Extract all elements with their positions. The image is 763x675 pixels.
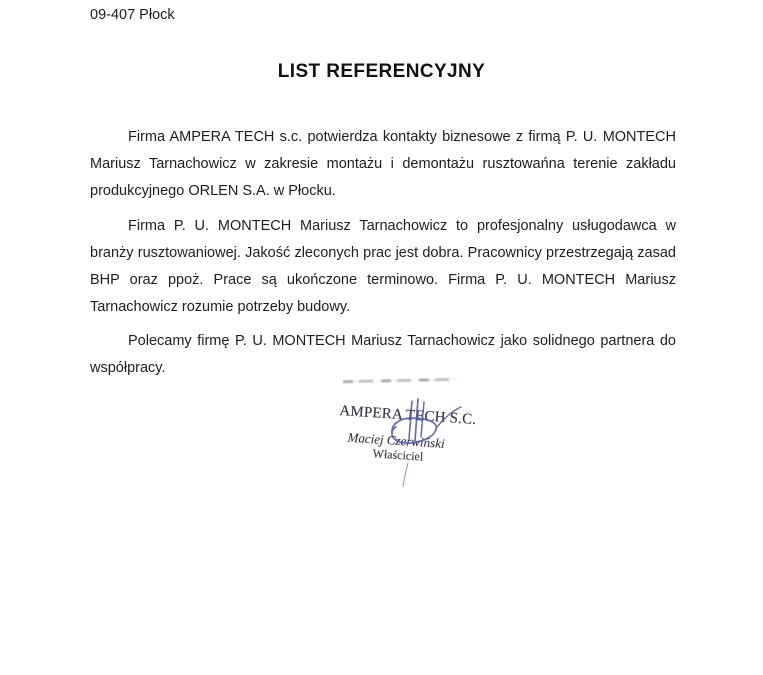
stamp-person-role: Właściciel [372, 446, 424, 464]
paragraph-business-contacts: Firma AMPERA TECH s.c. potwierdza kontakty biznesowe z firmą P. U. MONTECH Mariusz Tarnachowicz w zakresie montażu i demontażu rusztowańna terenie zakładu produkcyjnego ORLEN S.A. w Płocku. [90, 129, 676, 199]
header-postal-location: 09-407 Płock [90, 7, 175, 23]
paragraph-quality-assessment: Firma P. U. MONTECH Mariusz Tarnachowicz to profesjonalny usługodawca w branży rusztowaniowej. Jakość zleconych prac jest dobra. Pracownicy przestrzegają zasad BHP oraz ppoż. Prace są ukończone terminowo. Firma P. U. MONTECH Mariusz Tarnachowicz rozumie potrzeby budowy. [90, 217, 676, 315]
company-stamp [336, 402, 481, 467]
paragraph-recommendation: Polecamy firmę P. U. MONTECH Mariusz Tarnachowicz jako solidnego partnera do współpracy. [90, 333, 676, 376]
stamp-person-name: Maciej Czerwiński [347, 429, 446, 452]
handwritten-signature-icon [383, 393, 473, 493]
document-title: LIST REFERENCYJNY [277, 61, 486, 82]
document-body [90, 124, 676, 390]
stamp-company-name: AMPERA TECH S.C. [338, 402, 477, 429]
